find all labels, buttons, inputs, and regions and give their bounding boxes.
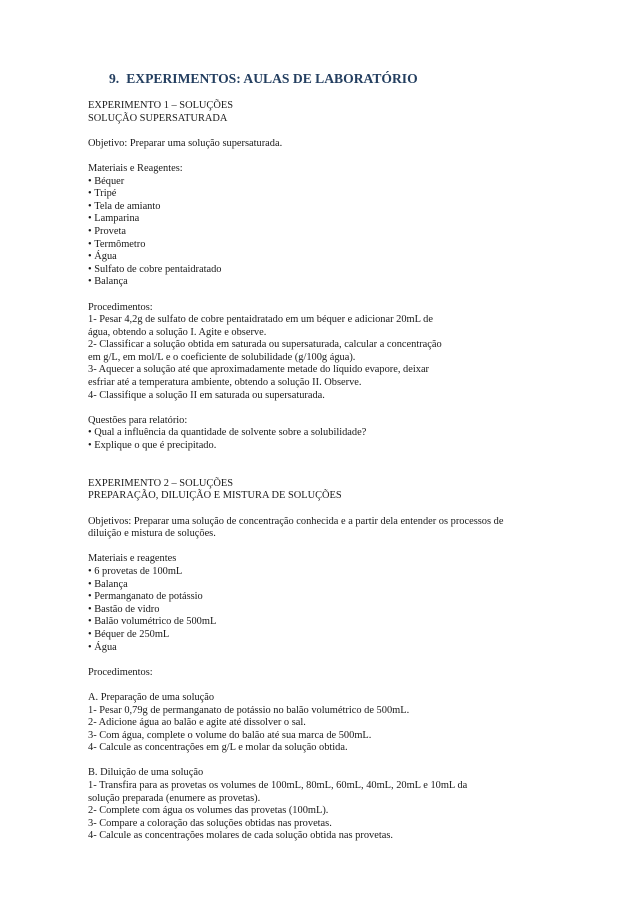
- experiment-1-title: EXPERIMENTO 1 – SOLUÇÕES: [88, 100, 233, 111]
- experiment-2-title: EXPERIMENTO 2 – SOLUÇÕES: [88, 477, 233, 489]
- procedure-line: 2- Adicione água ao balão e agite até dissolver o sal.: [88, 717, 306, 729]
- experiment-1-questions-list: [88, 427, 628, 452]
- list-item: • Lamparina: [88, 213, 628, 226]
- procedure-line: 2- Classificar a solução obtida em saturada ou supersaturada, calcular a concentração: [88, 339, 442, 351]
- list-item: • Água: [88, 642, 628, 655]
- list-item: • Béquer: [88, 176, 628, 189]
- experiment-1-procedures-title: Procedimentos:: [88, 301, 153, 313]
- part-b-steps: [88, 780, 628, 843]
- list-item: • Proveta: [88, 226, 628, 239]
- procedure-line: 1- Transfira para as provetas os volumes de 100mL, 80mL, 60mL, 40mL, 20mL e 10mL da: [88, 780, 468, 792]
- part-b-title: B. Diluição de uma solução: [88, 767, 204, 779]
- list-item: • Termômetro: [88, 239, 628, 252]
- procedure-line: em g/L, em mol/L e o coeficiente de solubilidade (g/100g água).: [88, 351, 356, 363]
- experiment-1: [88, 100, 628, 453]
- section-title: EXPERIMENTOS: AULAS DE LABORATÓRIO: [126, 71, 418, 86]
- experiment-2-materials-title: Materiais e reagentes: [88, 553, 177, 565]
- procedure-line: 4- Calcule as concentrações molares de cada solução obtida nas provetas.: [88, 830, 393, 842]
- procedure-line: 4- Calcule as concentrações em g/L e molar da solução obtida.: [88, 742, 348, 754]
- experiment-1-procedures: [88, 314, 628, 402]
- list-item: • Bastão de vidro: [88, 604, 628, 617]
- section-number: 9.: [109, 71, 120, 86]
- section-heading: [109, 70, 638, 88]
- procedure-line: 2- Complete com água os volumes das provetas (100mL).: [88, 805, 329, 817]
- experiment-2: [88, 478, 628, 843]
- list-item: • Balança: [88, 579, 628, 592]
- procedure-line: 3- Compare a coloração das soluções obtidas nas provetas.: [88, 817, 332, 829]
- experiment-1-materials-title: Materiais e Reagentes:: [88, 162, 183, 174]
- list-item: • Qual a influência da quantidade de solvente sobre a solubilidade?: [88, 427, 628, 440]
- experiment-2-materials-list: [88, 566, 628, 654]
- list-item: • Béquer de 250mL: [88, 629, 628, 642]
- procedure-line: 4- Classifique a solução II em saturada ou supersaturada.: [88, 389, 325, 401]
- experiment-1-questions-title: Questões para relatório:: [88, 414, 188, 426]
- procedure-line: solução preparada (enumere as provetas).: [88, 792, 261, 804]
- list-item: • Tela de amianto: [88, 201, 628, 214]
- list-item: • Explique o que é precipitado.: [88, 440, 628, 453]
- document-body: [88, 70, 628, 843]
- part-a-steps: [88, 705, 628, 755]
- list-item: • Balança: [88, 276, 628, 289]
- procedure-line: 1- Pesar 0,79g de permanganato de potássio no balão volumétrico de 500mL.: [88, 704, 410, 716]
- procedure-line: 3- Aquecer a solução até que aproximadamente metade do líquido evapore, deixar: [88, 364, 430, 376]
- experiment-1-materials-list: [88, 176, 628, 289]
- procedure-line: 3- Com água, complete o volume do balão até sua marca de 500mL.: [88, 729, 372, 741]
- list-item: • 6 provetas de 100mL: [88, 566, 628, 579]
- experiment-2-subtitle: PREPARAÇÃO, DILUIÇÃO E MISTURA DE SOLUÇÕES: [88, 490, 342, 502]
- procedure-line: 1- Pesar 4,2g de sulfato de cobre pentaidratado em um béquer e adicionar 20mL de: [88, 314, 433, 326]
- experiment-2-procedures-title: Procedimentos:: [88, 666, 153, 678]
- procedure-line: esfriar até a temperatura ambiente, obtendo a solução II. Observe.: [88, 377, 362, 389]
- experiment-2-objective: Objetivos: Preparar uma solução de concentração conhecida e a partir dela entender os processos de diluição e mistura de soluções.: [88, 515, 504, 540]
- procedure-line: água, obtendo a solução I. Agite e observe.: [88, 326, 267, 338]
- list-item: • Tripé: [88, 188, 628, 201]
- experiment-1-subtitle: SOLUÇÃO SUPERSATURADA: [88, 112, 228, 124]
- experiment-1-objective: Objetivo: Preparar uma solução supersaturada.: [88, 137, 283, 149]
- list-item: • Água: [88, 251, 628, 264]
- part-a-title: A. Preparação de uma solução: [88, 691, 215, 703]
- list-item: • Permanganato de potássio: [88, 591, 628, 604]
- list-item: • Sulfato de cobre pentaidratado: [88, 264, 628, 277]
- list-item: • Balão volumétrico de 500mL: [88, 616, 628, 629]
